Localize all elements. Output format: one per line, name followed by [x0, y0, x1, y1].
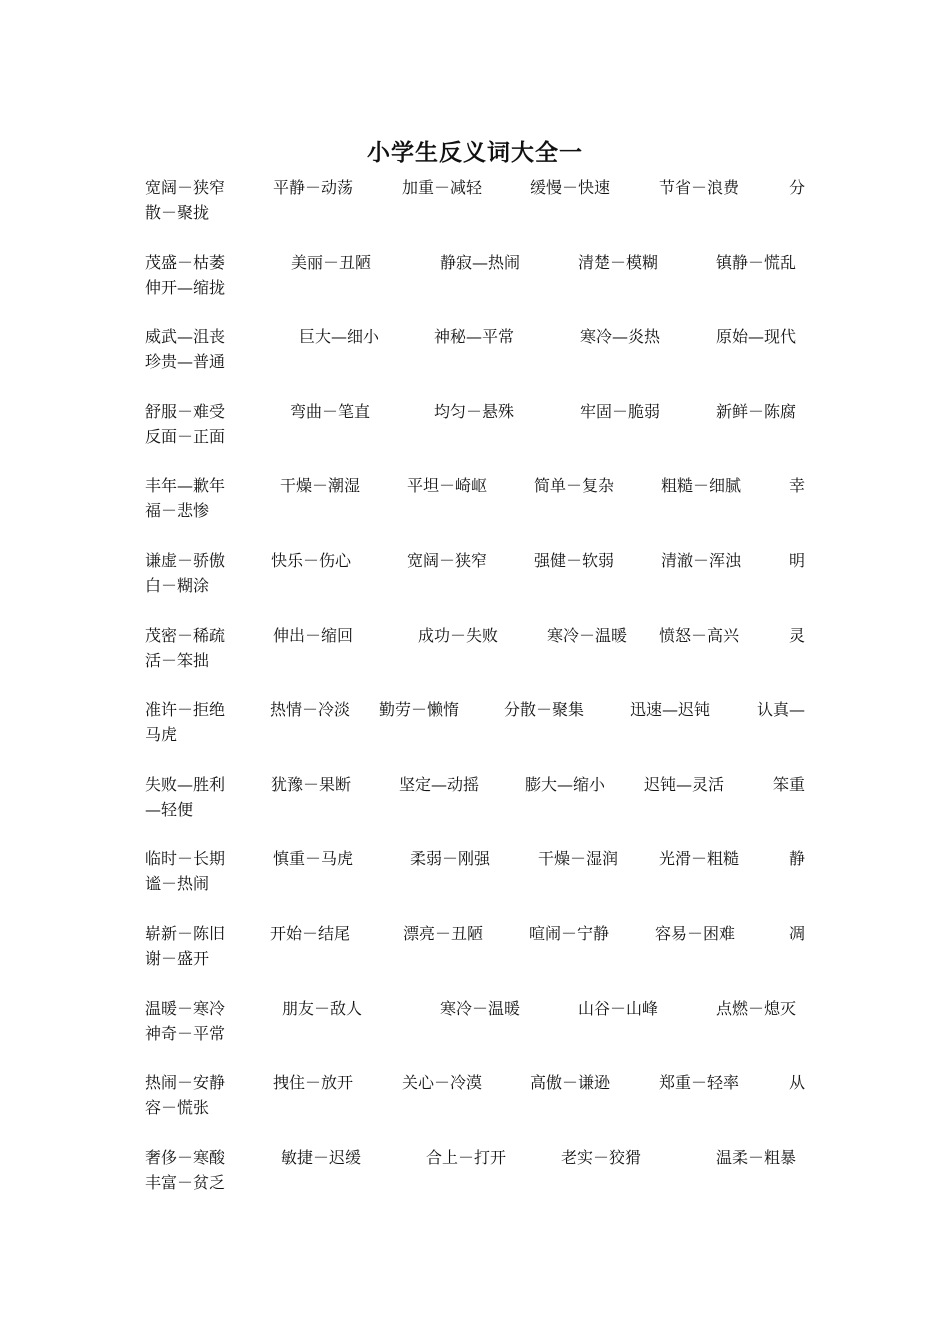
- antonym-pair: 热闹－安静: [145, 1073, 226, 1093]
- antonym-pair: 临时－长期: [145, 849, 226, 869]
- antonym-pair: 干燥－湿润: [538, 849, 619, 869]
- antonym-pair: 丰年—歉年: [145, 476, 226, 496]
- antonym-pair: 勤劳－懒惰: [379, 700, 460, 720]
- antonym-row: [145, 697, 805, 747]
- antonym-row: [145, 250, 805, 300]
- antonym-pair-continuation: 伸开—缩拢: [145, 277, 226, 297]
- antonym-pair: 威武—沮丧: [145, 327, 226, 347]
- antonym-line: [145, 324, 805, 349]
- antonym-pair: 分散－聚集: [504, 700, 585, 720]
- antonym-line: [145, 175, 805, 200]
- antonym-line: [145, 1145, 805, 1170]
- antonym-pair: 准许－拒绝: [145, 700, 226, 720]
- antonym-pair: 粗糙－细腻: [661, 476, 742, 496]
- page-title: 小学生反义词大全一: [367, 140, 583, 166]
- antonym-pair: 平静－动荡: [273, 178, 354, 197]
- antonym-line-wrap: [145, 349, 805, 374]
- antonym-row: [145, 399, 805, 449]
- antonym-pair-start: 明: [788, 551, 805, 570]
- antonym-pair: 原始—现代: [716, 327, 797, 347]
- antonym-pair: 新鲜－陈腐: [716, 401, 797, 421]
- antonym-pair: 光滑－粗糙: [659, 849, 740, 869]
- antonym-line-wrap: [145, 498, 805, 523]
- antonym-pair: 漂亮－丑陋: [403, 924, 484, 943]
- antonym-pair: 高傲－谦逊: [530, 1073, 611, 1093]
- antonym-pair: 均匀－悬殊: [434, 401, 515, 421]
- antonym-pair: 喧闹－宁静: [529, 924, 610, 943]
- antonym-pair: 温柔－粗暴: [716, 1147, 797, 1167]
- antonym-pair: 牢固－脆弱: [580, 401, 661, 421]
- antonym-pair: 崭新－陈旧: [145, 924, 226, 943]
- antonym-row: [145, 324, 805, 374]
- antonym-line: [145, 473, 805, 498]
- antonym-pair: 宽阔－狭窄: [407, 551, 488, 570]
- antonym-pair: 寒冷－温暖: [440, 998, 521, 1018]
- antonym-pair: 山谷－山峰: [578, 998, 659, 1018]
- antonym-line-wrap: [145, 871, 805, 896]
- antonym-pair: 容易－困难: [655, 924, 736, 943]
- antonym-pair-continuation: 散－聚拢: [145, 203, 210, 222]
- antonym-pair-start: 从: [788, 1073, 805, 1093]
- antonym-pair: 快乐－伤心: [271, 551, 352, 570]
- antonym-pair-continuation: 反面－正面: [145, 426, 226, 446]
- antonym-row: [145, 623, 805, 673]
- antonym-line-wrap: [145, 1170, 805, 1195]
- antonym-pair-start: 分: [788, 178, 805, 197]
- antonym-pair-start: 幸: [788, 476, 805, 496]
- antonym-pair: 坚定—动摇: [399, 774, 480, 794]
- antonym-pair: 茂密－稀疏: [145, 625, 226, 645]
- antonym-pair-continuation: 珍贵—普通: [145, 352, 226, 372]
- antonym-pair-start: 认真—: [756, 700, 805, 720]
- antonym-row: [145, 772, 805, 822]
- antonym-pair: 温暖－寒冷: [145, 998, 226, 1018]
- antonym-pair: 清澈－浑浊: [661, 551, 742, 570]
- antonym-line-wrap: [145, 573, 805, 598]
- antonym-line: [145, 399, 805, 424]
- antonym-row: [145, 921, 805, 971]
- antonym-pair: 伸出－缩回: [273, 625, 354, 645]
- antonym-line-wrap: [145, 275, 805, 300]
- antonym-pair: 奢侈－寒酸: [145, 1147, 226, 1167]
- antonym-pair: 美丽－丑陋: [291, 252, 372, 272]
- antonym-pair: 茂盛－枯萎: [145, 252, 226, 272]
- antonym-pair: 寒冷—炎热: [580, 327, 661, 347]
- antonym-line-wrap: [145, 424, 805, 449]
- antonym-pair: 郑重－轻率: [659, 1073, 740, 1093]
- antonym-pair-continuation: 白－糊涂: [145, 576, 210, 595]
- antonym-pair: 膨大—缩小: [525, 774, 606, 794]
- antonym-pair-continuation: 谢－盛开: [145, 949, 210, 968]
- antonym-line-wrap: [145, 946, 805, 971]
- antonym-pair: 拽住－放开: [273, 1073, 354, 1093]
- antonym-pair: 犹豫－果断: [271, 774, 352, 794]
- antonym-line: [145, 996, 805, 1021]
- antonym-pair-start: 凋: [788, 924, 805, 943]
- antonym-line: [145, 846, 805, 871]
- antonym-pair: 老实－狡猾: [561, 1147, 642, 1167]
- antonym-line: [145, 623, 805, 648]
- antonym-pair: 舒服－难受: [145, 401, 226, 421]
- antonym-pair: 静寂—热闹: [440, 252, 521, 272]
- antonym-pair: 热情－冷淡: [270, 700, 351, 720]
- antonym-pair: 干燥－潮湿: [280, 476, 361, 496]
- antonym-line: [145, 250, 805, 275]
- antonym-pair: 开始－结尾: [270, 924, 351, 943]
- antonym-pair: 敏捷－迟缓: [281, 1147, 362, 1167]
- antonym-pair-start: 静: [788, 849, 805, 869]
- antonym-pair: 合上－打开: [426, 1147, 507, 1167]
- antonym-pair-continuation: 容－慌张: [145, 1098, 210, 1118]
- antonym-pair-continuation: 谧－热闹: [145, 874, 210, 894]
- antonym-line-wrap: [145, 648, 805, 673]
- antonym-pair: 节省－浪费: [659, 178, 740, 197]
- antonym-pair: 关心－冷漠: [402, 1073, 483, 1093]
- antonym-line-wrap: [145, 1095, 805, 1120]
- antonym-pair: 缓慢－快速: [530, 178, 611, 197]
- antonym-pair-continuation: 马虎: [145, 725, 178, 745]
- antonym-pair: 神秘—平常: [434, 327, 515, 347]
- antonym-row: [145, 175, 805, 225]
- antonym-pair: 迟钝—灵活: [644, 774, 725, 794]
- antonym-line: [145, 921, 805, 946]
- antonym-line-wrap: [145, 1021, 805, 1046]
- antonym-pair-start: 灵: [788, 625, 805, 645]
- antonym-line-wrap: [145, 200, 805, 225]
- antonym-pair: 宽阔－狭窄: [145, 178, 226, 197]
- antonym-pair: 镇静－慌乱: [716, 252, 797, 272]
- antonym-pair: 清楚－模糊: [578, 252, 659, 272]
- antonym-pair-continuation: —轻便: [145, 799, 194, 819]
- antonym-line: [145, 548, 805, 573]
- antonym-pair: 弯曲－笔直: [290, 401, 371, 421]
- antonym-pair: 简单－复杂: [534, 476, 615, 496]
- antonym-row: [145, 1145, 805, 1195]
- antonym-line: [145, 772, 805, 797]
- antonym-pair-start: 笨重: [772, 774, 805, 794]
- antonym-row: [145, 473, 805, 523]
- antonym-pair-continuation: 福－悲惨: [145, 501, 210, 521]
- antonym-pair: 寒冷－温暖: [547, 625, 628, 645]
- antonym-pair-continuation: 丰富－贫乏: [145, 1172, 226, 1192]
- antonym-line-wrap: [145, 797, 805, 822]
- antonym-pair: 柔弱－刚强: [410, 849, 491, 869]
- antonym-line-wrap: [145, 722, 805, 747]
- antonym-pair: 愤怒－高兴: [659, 625, 740, 645]
- antonym-pair: 强健－软弱: [534, 551, 615, 570]
- antonym-pair-continuation: 活－笨拙: [145, 650, 210, 670]
- antonym-pair: 点燃－熄灭: [716, 998, 797, 1018]
- antonym-row: [145, 996, 805, 1046]
- antonym-pair: 朋友－敌人: [282, 998, 363, 1018]
- antonym-pair: 失败—胜利: [145, 774, 226, 794]
- antonym-line: [145, 1070, 805, 1095]
- antonym-line: [145, 697, 805, 722]
- antonym-pair-continuation: 神奇－平常: [145, 1023, 226, 1043]
- antonym-pair: 巨大—细小: [299, 327, 380, 347]
- antonym-pair: 慎重－马虎: [273, 849, 354, 869]
- antonym-row: [145, 1070, 805, 1120]
- antonym-pair: 成功－失败: [418, 625, 499, 645]
- antonym-pair: 加重－减轻: [402, 178, 483, 197]
- antonym-row: [145, 846, 805, 896]
- antonym-pair: 谦虚－骄傲: [145, 551, 226, 570]
- antonym-pair: 平坦－崎岖: [407, 476, 488, 496]
- antonym-row: [145, 548, 805, 598]
- antonym-pair: 迅速—迟钝: [630, 700, 711, 720]
